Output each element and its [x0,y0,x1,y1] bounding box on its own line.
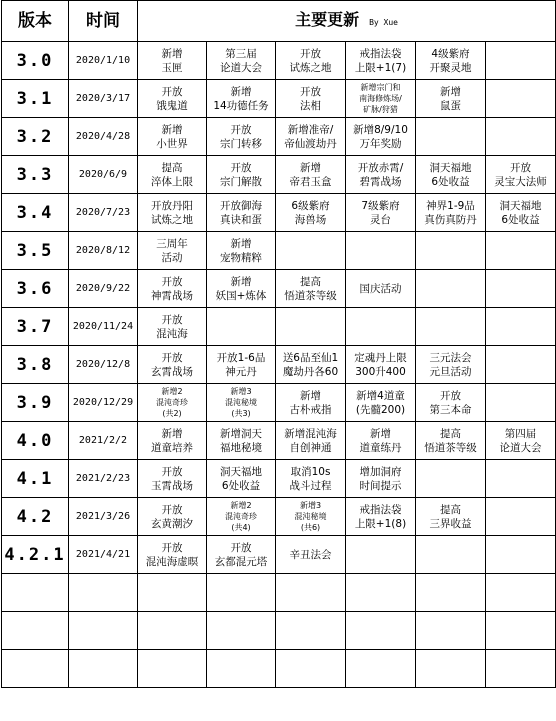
update-cell: 新增混沌海 自创神通 [276,422,346,460]
update-cell [416,650,486,688]
update-cell: 新增3 混沌秘境 (共6) [276,498,346,536]
table-row [2,118,556,156]
update-cell: 三元法会 元旦活动 [416,346,486,384]
date-cell: 2020/7/23 [69,194,138,232]
update-cell: 辛丑法会 [276,536,346,574]
update-cell [138,650,207,688]
header-version: 版本 [2,1,69,42]
update-cell: 第四届 论道大会 [486,422,556,460]
update-cell: 国庆活动 [346,270,416,308]
update-cell: 开放 神霄战场 [138,270,207,308]
update-cell: 6级紫府 海兽场 [276,194,346,232]
date-cell: 2020/11/24 [69,308,138,346]
update-cell: 开放 玄霄战场 [138,346,207,384]
update-cell [416,270,486,308]
date-cell: 2020/1/10 [69,42,138,80]
update-cell: 开放 玄都混元塔 [207,536,276,574]
table-row [2,460,556,498]
update-cell [276,308,346,346]
date-cell: 2021/2/23 [69,460,138,498]
version-cell: 4.2.1 [2,536,69,574]
update-cell [486,574,556,612]
date-cell: 2020/8/12 [69,232,138,270]
version-cell [2,574,69,612]
table-row [2,422,556,460]
update-cell: 洞天福地 6处收益 [416,156,486,194]
update-cell: 新增 玉匣 [138,42,207,80]
update-cell: 提高 三界收益 [416,498,486,536]
date-cell [69,612,138,650]
update-cell: 新增 道童培养 [138,422,207,460]
update-cell: 新增2 混沌奇珍 (共4) [207,498,276,536]
table-row [2,536,556,574]
update-cell [207,650,276,688]
update-cell: 新增 鼠蛋 [416,80,486,118]
version-cell [2,650,69,688]
update-cell: 新增2 混沌奇珍 (共2) [138,384,207,422]
update-cell: 三周年 活动 [138,232,207,270]
table-row [2,346,556,384]
update-cell: 洞天福地 6处收益 [207,460,276,498]
version-cell: 4.1 [2,460,69,498]
table-row [2,232,556,270]
update-cell [416,118,486,156]
update-cell: 提高 悟道茶等级 [416,422,486,460]
version-cell: 3.5 [2,232,69,270]
table-row [2,156,556,194]
update-cell [138,612,207,650]
version-cell: 3.8 [2,346,69,384]
update-cell [486,308,556,346]
update-cell: 新增 妖国+炼体 [207,270,276,308]
update-cell [346,536,416,574]
version-cell [2,612,69,650]
update-cell: 开放 混沌海虚暝 [138,536,207,574]
update-cell: 新增洞天 福地秘境 [207,422,276,460]
update-cell [276,612,346,650]
update-cell: 开放 宗门解散 [207,156,276,194]
update-cell: 4级紫府 开聚灵地 [416,42,486,80]
update-table [1,0,556,688]
table-row [2,498,556,536]
version-cell: 3.6 [2,270,69,308]
update-cell: 开放赤霄/ 碧霄战场 [346,156,416,194]
update-cell: 新增3 混沌秘境 (共3) [207,384,276,422]
table-row [2,308,556,346]
update-cell: 戒指法袋 上限+1(7) [346,42,416,80]
update-cell [486,80,556,118]
update-cell: 开放 法相 [276,80,346,118]
update-cell: 第三届 论道大会 [207,42,276,80]
update-cell: 开放 试炼之地 [276,42,346,80]
update-cell: 新增 古朴戒指 [276,384,346,422]
update-cell: 新增 帝君玉盒 [276,156,346,194]
update-cell [486,650,556,688]
update-cell [486,346,556,384]
version-cell: 3.1 [2,80,69,118]
update-cell [276,650,346,688]
update-cell: 开放 宗门转移 [207,118,276,156]
author-credit: By Xue [369,17,398,27]
date-cell: 2021/3/26 [69,498,138,536]
version-cell: 3.0 [2,42,69,80]
update-cell [486,42,556,80]
update-cell [486,270,556,308]
update-cell [346,308,416,346]
update-cell: 新增 14功德任务 [207,80,276,118]
date-cell: 2020/12/29 [69,384,138,422]
update-cell: 新增8/9/10 万年奖励 [346,118,416,156]
update-cell [486,384,556,422]
date-cell: 2020/12/8 [69,346,138,384]
table-row [2,194,556,232]
table-row [2,80,556,118]
update-cell [416,232,486,270]
update-cell [416,460,486,498]
update-cell [207,308,276,346]
update-cell: 开放 饿鬼道 [138,80,207,118]
update-cell [486,118,556,156]
update-cell: 新增 宠物精粹 [207,232,276,270]
update-cell: 7级紫府 灵台 [346,194,416,232]
header-main-updates [138,1,556,42]
update-cell: 开放御海 真诀和蛋 [207,194,276,232]
table-row [2,650,556,688]
table-row [2,574,556,612]
header-time: 时间 [69,1,138,42]
update-cell: 新增 道童练丹 [346,422,416,460]
update-cell [416,308,486,346]
date-cell: 2021/4/21 [69,536,138,574]
version-cell: 3.2 [2,118,69,156]
update-cell: 开放 第三本命 [416,384,486,422]
date-cell: 2021/2/2 [69,422,138,460]
update-cell: 开放 玄黄潮汐 [138,498,207,536]
update-cell [486,612,556,650]
version-cell: 3.3 [2,156,69,194]
version-cell: 4.2 [2,498,69,536]
table-row [2,42,556,80]
date-cell [69,574,138,612]
update-cell: 开放 玉霄战场 [138,460,207,498]
update-cell [416,574,486,612]
date-cell: 2020/4/28 [69,118,138,156]
update-cell [486,498,556,536]
date-cell: 2020/3/17 [69,80,138,118]
update-cell [138,574,207,612]
update-cell [416,536,486,574]
version-cell: 3.9 [2,384,69,422]
update-cell: 提高 淬体上限 [138,156,207,194]
update-cell: 开放 混沌海 [138,308,207,346]
header-row [2,1,556,42]
update-cell: 定魂丹上限 300升400 [346,346,416,384]
update-cell: 取消10s 战斗过程 [276,460,346,498]
update-cell: 神界1-9品 真伤真防丹 [416,194,486,232]
update-cell: 开放 灵宝大法师 [486,156,556,194]
version-cell: 4.0 [2,422,69,460]
date-cell: 2020/6/9 [69,156,138,194]
update-cell [486,460,556,498]
update-cell: 新增 小世界 [138,118,207,156]
update-cell [416,612,486,650]
update-cell [346,574,416,612]
update-cell: 新增宗门和 南海修炼场/ 矿脉/狩猎 [346,80,416,118]
update-cell [486,232,556,270]
version-cell: 3.7 [2,308,69,346]
version-cell: 3.4 [2,194,69,232]
date-cell [69,650,138,688]
date-cell: 2020/9/22 [69,270,138,308]
table-row [2,270,556,308]
table-row [2,384,556,422]
update-cell [207,574,276,612]
table-row [2,612,556,650]
update-cell: 开放丹阳 试炼之地 [138,194,207,232]
update-cell [276,232,346,270]
update-cell: 开放1-6品 神元丹 [207,346,276,384]
update-cell: 送6品至仙1 魔劫丹各60 [276,346,346,384]
update-cell: 增加洞府 时间提示 [346,460,416,498]
update-cell [346,612,416,650]
update-cell: 洞天福地 6处收益 [486,194,556,232]
update-cell: 新增4道童 (先髓200) [346,384,416,422]
update-cell [346,650,416,688]
update-cell [207,612,276,650]
header-main-label: 主要更新 [295,9,360,29]
update-cell [276,574,346,612]
update-cell: 戒指法袋 上限+1(8) [346,498,416,536]
update-cell [486,536,556,574]
update-cell: 提高 悟道茶等级 [276,270,346,308]
update-cell [346,232,416,270]
update-cell: 新增准帝/ 帝仙渡劫丹 [276,118,346,156]
